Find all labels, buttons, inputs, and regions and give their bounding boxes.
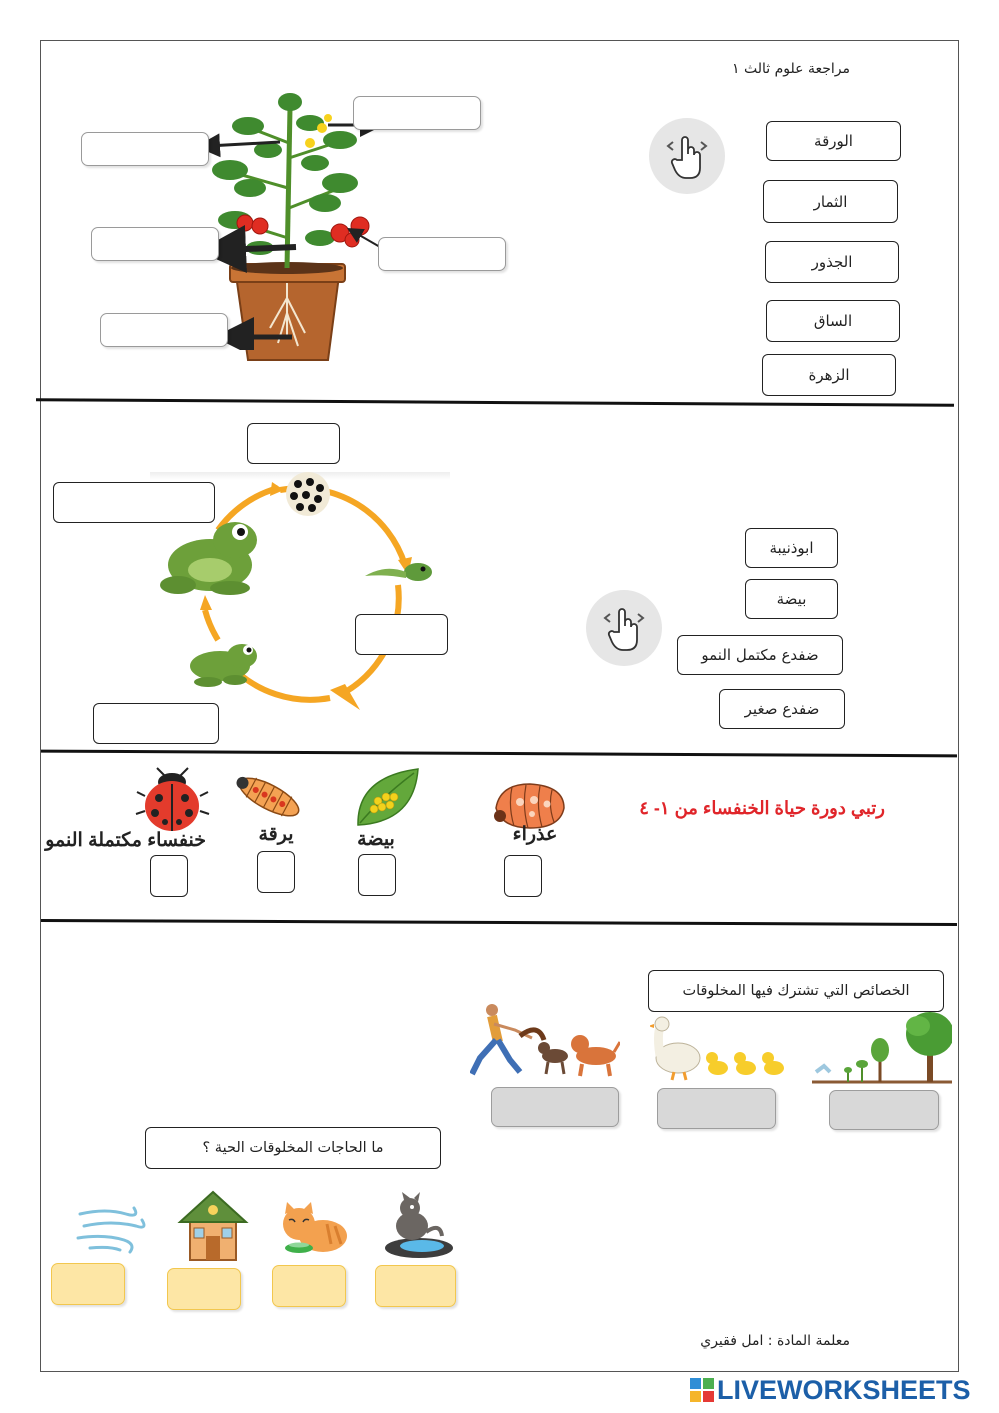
plant-drop-box-stem[interactable]	[91, 227, 219, 261]
word-fruits[interactable]: الثمار	[763, 180, 898, 223]
house-icon	[176, 1186, 250, 1262]
plant-drop-box-fruit[interactable]	[378, 237, 506, 271]
order-input-pupa[interactable]	[504, 855, 542, 897]
drag-hand-icon	[649, 118, 725, 194]
characteristic-drop-box-reproduction[interactable]	[657, 1088, 776, 1129]
frog-drop-box-eggs[interactable]	[247, 423, 340, 464]
reproduction-illustration	[650, 1016, 788, 1082]
needs-title: ما الحاجات المخلوقات الحية ؟	[145, 1127, 441, 1169]
drag-hand-icon-2	[586, 590, 662, 666]
need-drop-box-water[interactable]	[375, 1265, 456, 1307]
word-young-frog[interactable]: ضفدع صغير	[719, 689, 845, 729]
need-drop-box-shelter[interactable]	[167, 1268, 241, 1310]
stage-label-larva: يرقة	[258, 824, 294, 845]
stage-label-pupa: عذراء	[512, 824, 558, 845]
leaf-eggs-icon	[352, 767, 422, 829]
liveworksheets-wordmark: LIVEWORKSHEETS	[717, 1374, 971, 1405]
need-drop-box-air[interactable]	[51, 1263, 125, 1305]
plant-arrows	[200, 110, 400, 350]
word-egg[interactable]: بيضة	[745, 579, 838, 619]
order-input-larva[interactable]	[257, 851, 295, 893]
characteristics-title: الخصائص التي تشترك فيها المخلوقات	[648, 970, 944, 1012]
characteristic-drop-box-growth[interactable]	[829, 1090, 939, 1130]
need-drop-box-food[interactable]	[272, 1265, 346, 1307]
frog-drop-box-tadpole[interactable]	[355, 614, 448, 655]
liveworksheets-logo	[690, 1374, 990, 1406]
larva-icon	[233, 768, 305, 826]
air-icon	[76, 1200, 150, 1258]
plant-drop-box-root[interactable]	[100, 313, 228, 347]
beetle-instruction: رتبي دورة حياة الخنفساء من ١- ٤	[639, 798, 885, 818]
stage-label-egg: بيضة	[357, 829, 395, 850]
frog-drop-box-adult[interactable]	[53, 482, 215, 523]
characteristic-drop-box-movement[interactable]	[491, 1087, 619, 1127]
growth-illustration	[812, 1010, 952, 1086]
word-roots[interactable]: الجذور	[765, 241, 899, 283]
word-adult-frog[interactable]: ضفدع مكتمل النمو	[677, 635, 843, 675]
teacher-name: معلمة المادة : امل فقيري	[700, 1333, 850, 1349]
stage-label-adult: خنفساء مكتملة النمو	[45, 830, 206, 851]
plant-drop-box-flower[interactable]	[353, 96, 481, 130]
order-input-adult[interactable]	[150, 855, 188, 897]
word-tadpole[interactable]: ابوذنيبة	[745, 528, 838, 568]
order-input-egg[interactable]	[358, 854, 396, 896]
ladybug-adult-icon	[135, 766, 210, 834]
word-flower[interactable]: الزهرة	[762, 354, 896, 396]
animal-drinking-water-icon	[382, 1192, 456, 1260]
worksheet-title: مراجعة علوم ثالث ١	[732, 61, 850, 77]
plant-drop-box-leaf[interactable]	[81, 132, 209, 166]
movement-illustration	[470, 1000, 620, 1080]
cat-eating-icon	[275, 1198, 351, 1260]
liveworksheets-logo-icon	[690, 1378, 714, 1402]
word-stem[interactable]: الساق	[766, 300, 900, 342]
word-leaf[interactable]: الورقة	[766, 121, 901, 161]
frog-drop-box-froglet[interactable]	[93, 703, 219, 744]
